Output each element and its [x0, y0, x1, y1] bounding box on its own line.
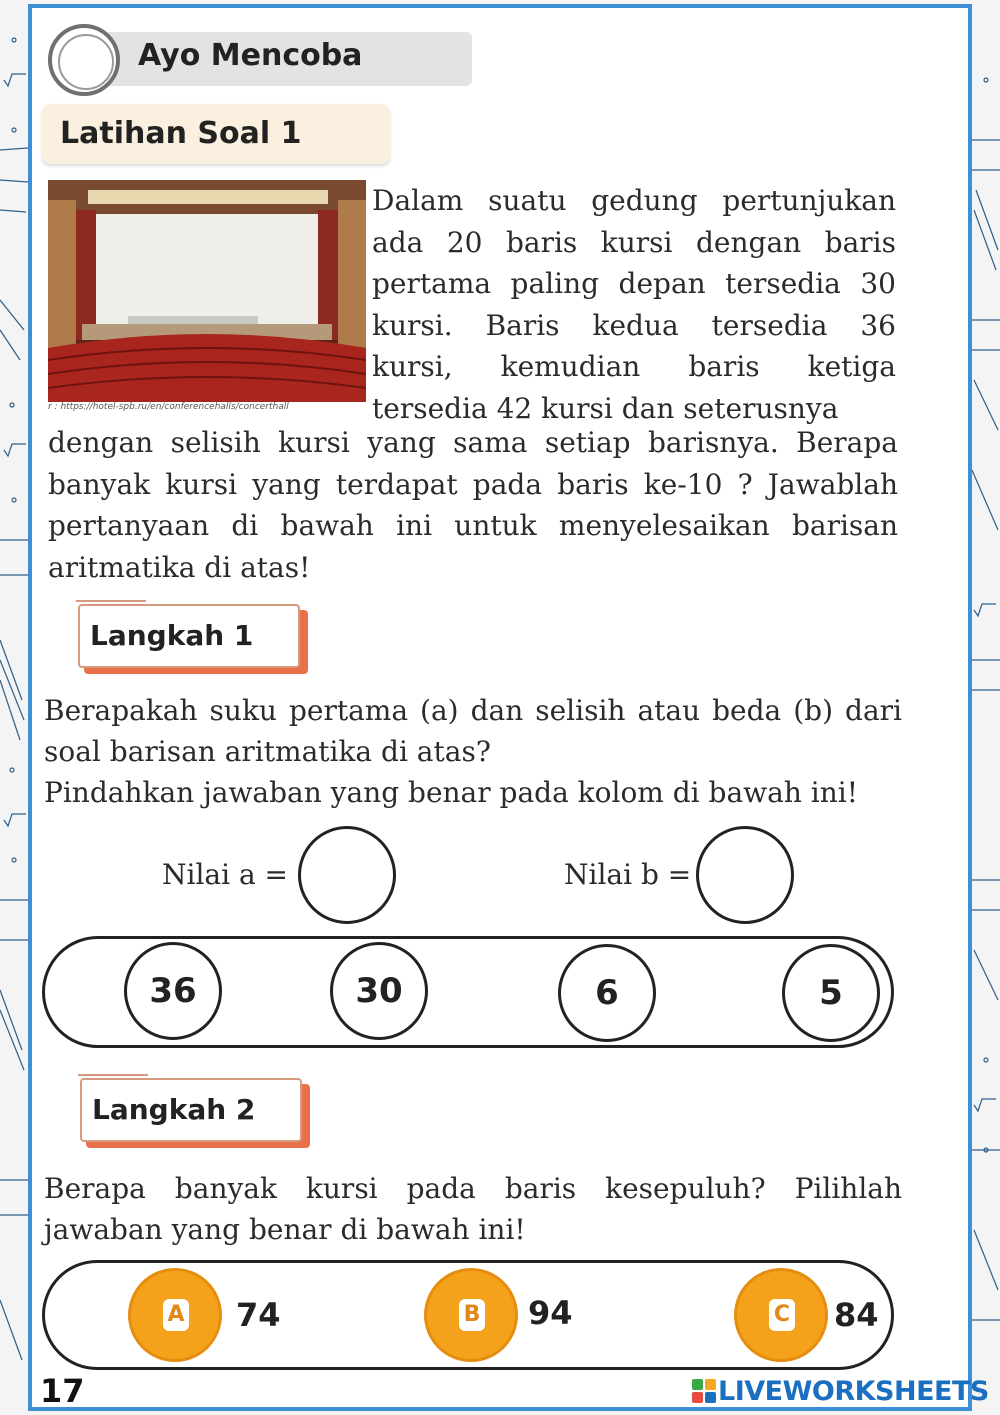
problem-line: kursi. Baris kedua tersedia 36 [372, 308, 896, 342]
image-caption: r : https://hotel-spb.ru/en/conferencehalls/concerthall [48, 402, 289, 412]
nilai-b-label: Nilai b = [564, 858, 692, 891]
page-number: 17 [40, 1372, 85, 1410]
choice-a-letter: A [163, 1299, 189, 1331]
question-line: soal barisan aritmatika di atas? [44, 735, 491, 768]
problem-line: aritmatika di atas! [48, 550, 311, 584]
liveworksheets-icon [692, 1379, 716, 1403]
choice-c-value: 84 [834, 1296, 879, 1334]
ayo-mencoba-header [48, 24, 472, 80]
option-36[interactable]: 36 [124, 942, 222, 1040]
problem-line: pertama paling depan tersedia 30 [372, 267, 896, 300]
step1-title: Langkah 1 [90, 619, 254, 652]
problem-text-full [48, 422, 898, 588]
problem-line: tersedia 42 kursi dan seterusnya [372, 391, 839, 425]
step1-question [44, 690, 902, 813]
option-5[interactable]: 5 [782, 944, 880, 1042]
nilai-b-drop-target[interactable] [696, 826, 794, 924]
question-line: Pindahkan jawaban yang benar pada kolom di bawah ini! [44, 776, 858, 809]
step1-label [78, 604, 308, 674]
question-line: Berapakah suku pertama (a) dan selisih atau beda (b) dari [44, 694, 902, 727]
choice-a-value: 74 [236, 1296, 281, 1334]
step2-label [80, 1078, 310, 1148]
right-math-doodle-border [970, 0, 1000, 1415]
question-line: jawaban yang benar di bawah ini! [44, 1213, 526, 1246]
option-6[interactable]: 6 [558, 944, 656, 1042]
choice-b-value: 94 [528, 1294, 573, 1332]
step2-question [44, 1168, 902, 1250]
problem-line: ada 20 baris kursi dengan baris [372, 225, 896, 259]
option-30[interactable]: 30 [330, 942, 428, 1040]
problem-text-right [372, 180, 896, 429]
choice-c-letter: C [769, 1299, 795, 1331]
choice-b-letter: B [459, 1299, 485, 1331]
choice-c-button[interactable] [734, 1268, 828, 1362]
left-math-doodle-border [0, 0, 30, 1415]
step2-title: Langkah 2 [92, 1093, 256, 1126]
problem-line: kursi, kemudian baris ketiga [372, 350, 896, 383]
nilai-a-drop-target[interactable] [298, 826, 396, 924]
choice-b-button[interactable] [424, 1268, 518, 1362]
problem-line: pertanyaan di bawah ini untuk menyelesaikan barisan [48, 509, 898, 542]
section-title-box [42, 104, 390, 164]
choice-a-button[interactable] [128, 1268, 222, 1362]
problem-line: dengan selisih kursi yang sama setiap barisnya. Berapa [48, 426, 898, 459]
brand-text: LIVEWORKSHEETS [718, 1375, 989, 1407]
problem-line: Dalam suatu gedung pertunjukan [372, 184, 896, 217]
question-line: Berapa banyak kursi pada baris kesepuluh? Pilihlah [44, 1172, 902, 1205]
problem-line: banyak kursi yang terdapat pada baris ke-10 ? Jawablah [48, 467, 898, 501]
header-circle-icon [48, 24, 120, 96]
concert-hall-photo [48, 180, 366, 402]
nilai-a-label: Nilai a = [162, 858, 289, 891]
liveworksheets-logo[interactable] [692, 1374, 989, 1408]
section-title: Latihan Soal 1 [60, 116, 302, 151]
page-title: Ayo Mencoba [138, 38, 363, 73]
